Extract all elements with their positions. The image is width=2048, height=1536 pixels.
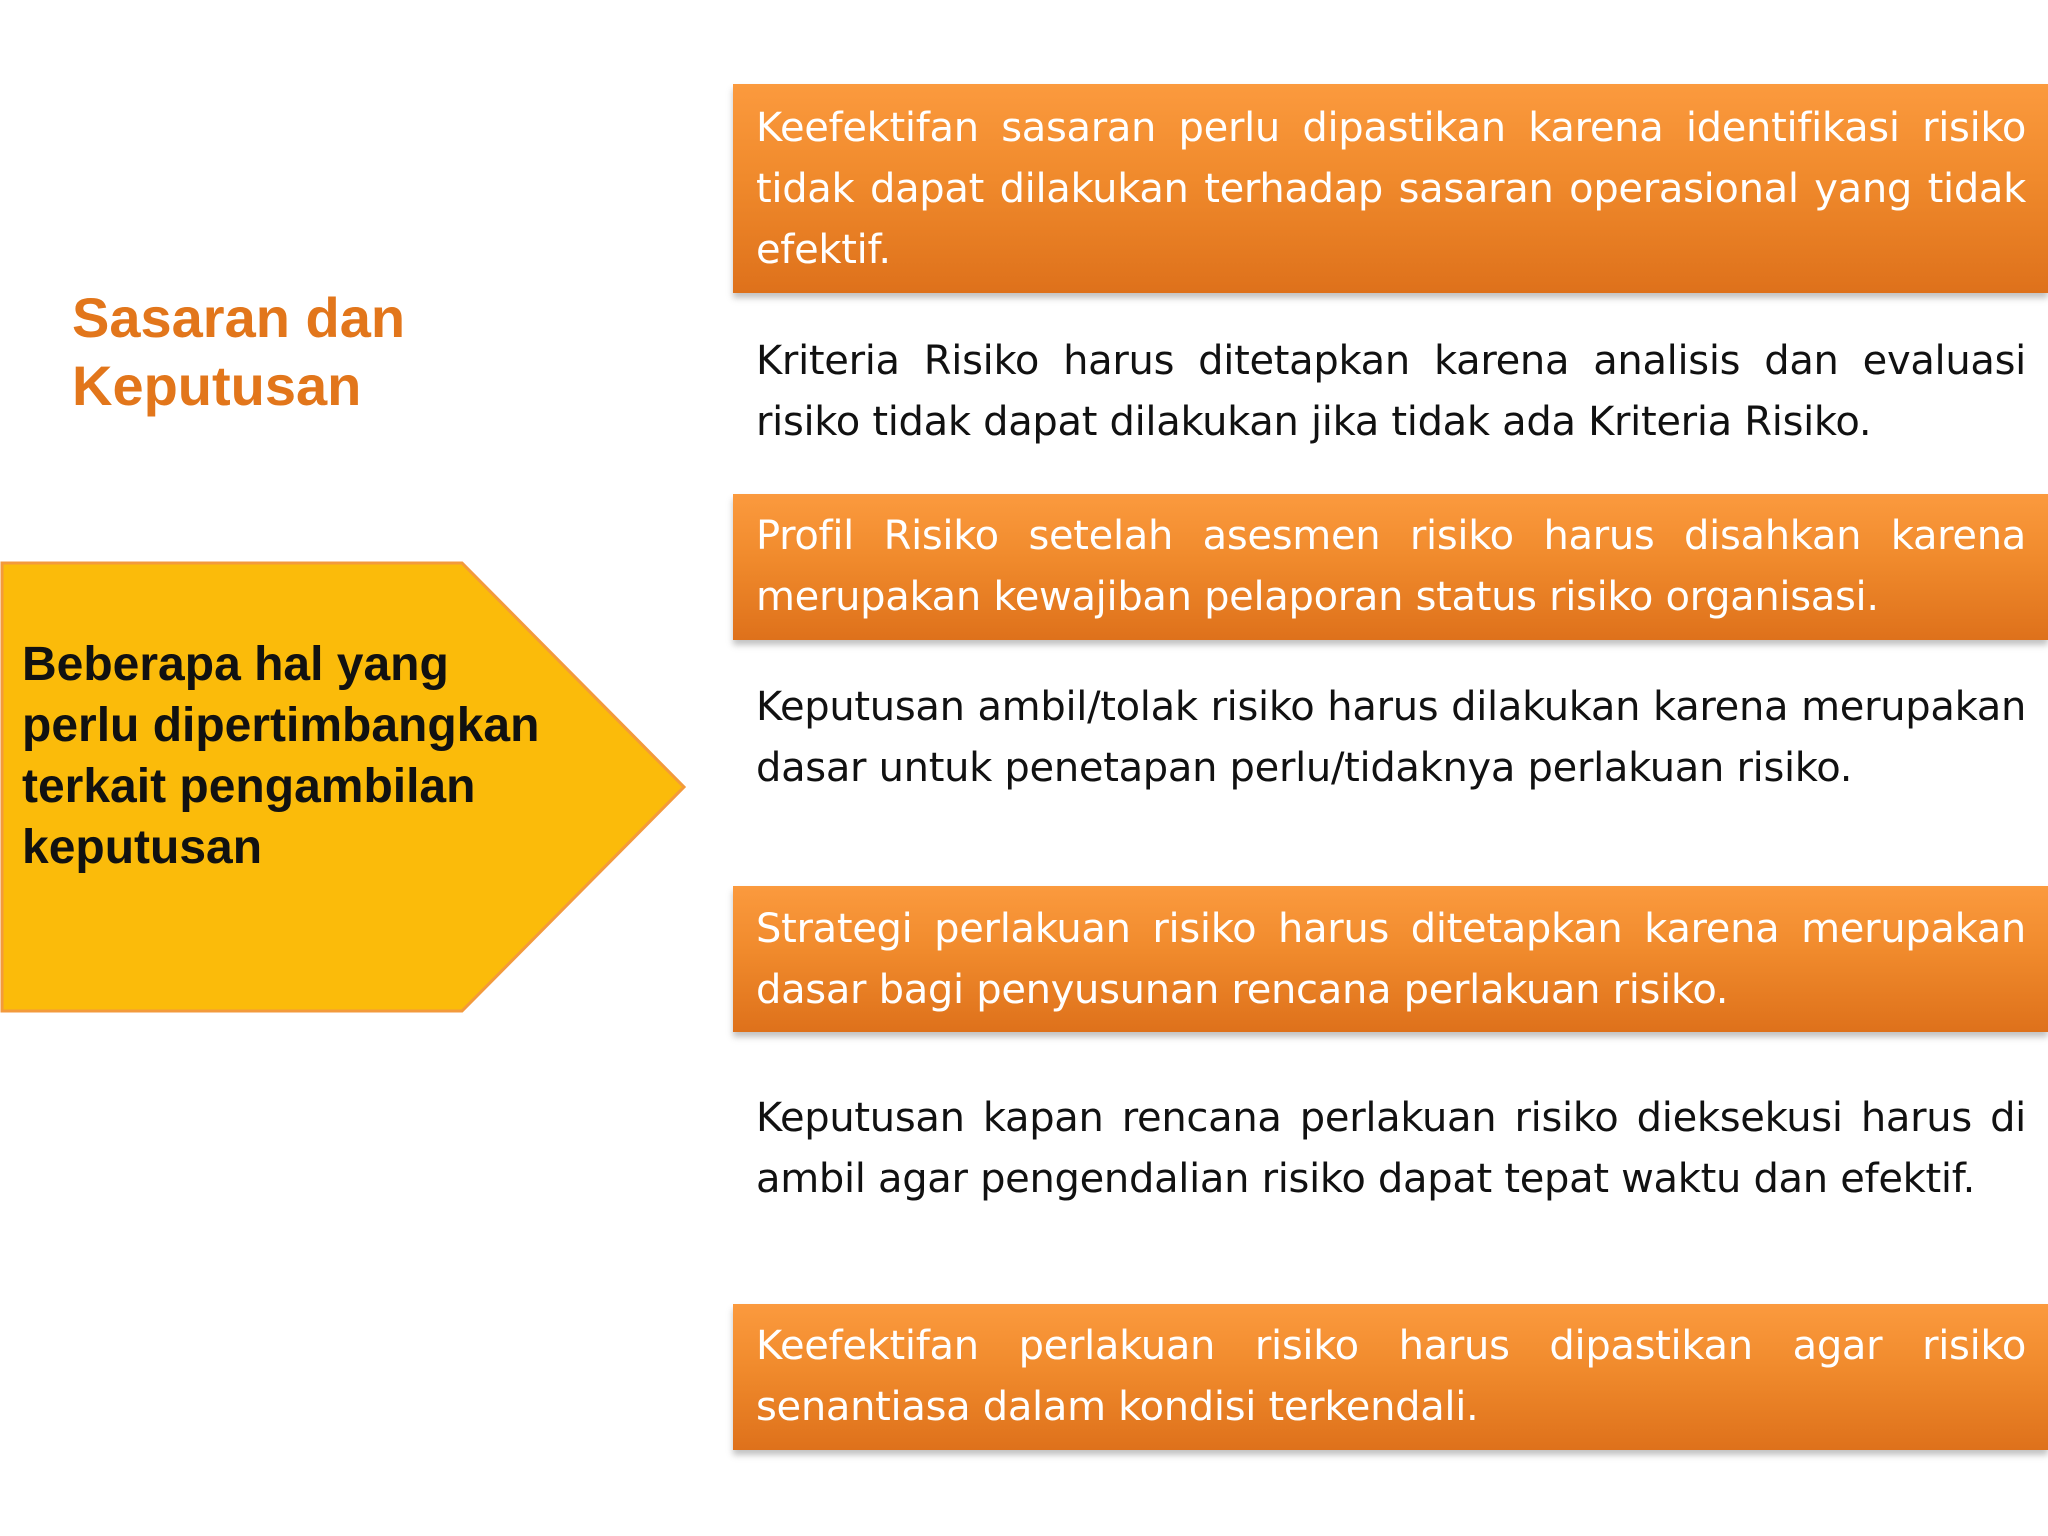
list-item [733, 494, 2048, 640]
list-item [733, 84, 2048, 293]
item-text: Keputusan ambil/tolak risiko harus dilakukan karena merupakan dasar untuk penetapan perlu/tidaknya perlakuan risiko. [756, 684, 2026, 791]
item-text: Keefektifan sasaran perlu dipastikan karena identifikasi risiko tidak dapat dilakukan terhadap sasaran operasional yang tidak efektif. [756, 105, 2026, 273]
callout-text: Beberapa hal yang perlu dipertimbangkan terkait pengambilan keputusan [22, 638, 540, 874]
list-item [733, 886, 2048, 1032]
item-text: Profil Risiko setelah asesmen risiko harus disahkan karena merupakan kewajiban pelaporan status risiko organisasi. [756, 513, 2026, 620]
item-text: Kriteria Risiko harus ditetapkan karena analisis dan evaluasi risiko tidak dapat dilakukan jika tidak ada Kriteria Risiko. [756, 338, 2026, 445]
item-text: Keputusan kapan rencana perlakuan risiko dieksekusi harus di ambil agar pengendalian risiko dapat tepat waktu dan efektif. [756, 1095, 2026, 1202]
list-item [733, 673, 2048, 863]
list-item [733, 1304, 2048, 1450]
list-item [733, 1083, 2048, 1273]
item-text: Strategi perlakuan risiko harus ditetapkan karena merupakan dasar bagi penyusunan rencana perlakuan risiko. [756, 906, 2026, 1013]
slide-title: Sasaran dan Keputusan [72, 286, 406, 417]
list-item [733, 325, 2048, 455]
item-text: Keefektifan perlakuan risiko harus dipastikan agar risiko senantiasa dalam kondisi terkendali. [756, 1323, 2026, 1430]
